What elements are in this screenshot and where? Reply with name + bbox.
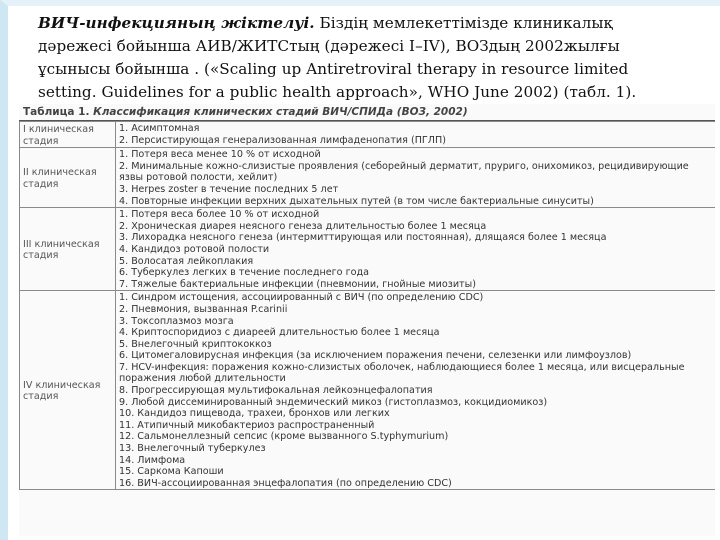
list-item: 13. Внелегочный туберкулез xyxy=(119,443,266,455)
list-item: 2. Пневмония, вызванная P.carinii xyxy=(119,303,288,315)
list-item: 5. Внелегочный криптококкоз xyxy=(119,338,272,350)
list-item: 12. Сальмонеллезный сепсис (кроме вызванного S.typhymurium) xyxy=(119,431,449,443)
stage-cell: I клиническая стадия xyxy=(20,122,116,148)
list-item: 6. Туберкулез легких в течение последнего года xyxy=(119,267,370,279)
classification-table xyxy=(19,121,715,490)
items-cell xyxy=(116,291,716,490)
list-item: 7. Тяжелые бактериальные инфекции (пневмонии, гнойные миозиты) xyxy=(119,278,476,290)
list-item: 1. Потеря веса более 10 % от исходной xyxy=(119,209,320,221)
items-cell xyxy=(116,208,716,291)
list-item: 5. Волосатая лейкоплакия xyxy=(119,255,254,267)
list-item: 3. Лихорадка неясного генеза (интермиттирующая или постоянная), длящаяся более 1 месяца xyxy=(119,232,607,244)
stage-cell: II клиническая стадия xyxy=(20,148,116,208)
list-item: 3. Токсоплазмоз мозга xyxy=(119,315,234,327)
table-row xyxy=(20,148,716,208)
list-item: 1. Асимптомная xyxy=(119,123,200,134)
list-item: 8. Прогрессирующая мультифокальная лейкоэнцефалопатия xyxy=(119,385,433,397)
list-item: 2. Персистирующая генерализованная лимфаденопатия (ПГЛП) xyxy=(119,134,446,146)
table-caption xyxy=(19,104,715,121)
items-cell xyxy=(116,148,716,208)
list-item: 1. Потеря веса менее 10 % от исходной xyxy=(119,149,321,161)
list-item: 9. Любой диссеминированный эндемический микоз (гистоплазмоз, кокцидиомикоз) xyxy=(119,396,548,408)
list-item: 4. Повторные инфекции верхних дыхательных путей (в том числе бактериальные синуситы) xyxy=(119,195,594,207)
list-item: 2. Хроническая диарея неясного генеза длительностью более 1 месяца xyxy=(119,220,487,232)
list-item: 4. Кандидоз ротовой полости xyxy=(119,243,270,255)
list-item: 16. ВИЧ-ассоциированная энцефалопатия (по определению CDC) xyxy=(119,477,452,489)
table-caption-number: Таблица 1. xyxy=(23,106,90,118)
table-row xyxy=(20,291,716,490)
list-item: 15. Саркома Капоши xyxy=(119,466,224,478)
list-item: 11. Атипичный микобактериоз распространенный xyxy=(119,419,375,431)
list-item: 3. Herpes zoster в течение последних 5 лет xyxy=(119,183,339,195)
list-item: 2. Минимальные кожно-слизистые проявления (себорейный дерматит, пруриго, ониxомикоз, рецидивирующие язвы ротовой полости, хейлит) xyxy=(119,160,689,184)
stage-cell: III клиническая стадия xyxy=(20,208,116,291)
stage-cell: IV клиническая стадия xyxy=(20,291,116,490)
classification-table-image xyxy=(19,104,715,536)
list-item: 14. Лимфома xyxy=(119,454,186,466)
table-caption-text: Классификация клинических стадий ВИЧ/СПИДа (ВОЗ, 2002) xyxy=(89,106,468,118)
table-body xyxy=(20,122,716,490)
list-item: 10. Кандидоз пищевода, трахеи, бронхов или легких xyxy=(119,408,390,420)
table-row xyxy=(20,208,716,291)
items-cell xyxy=(116,122,716,148)
intro-text: Біздің мемлекеттімізде клиникалық дәрежесі бойынша АИВ/ЖИТСтың (дәрежесі I–IV), ВОЗдың 2002жылғы ұсынысы бойынша . («Scaling up Antiretroviral therapy in resource limited setting. Guidelines for a public health approach», WHO June 2002) (табл. 1). xyxy=(38,14,637,101)
table-row xyxy=(20,122,716,148)
list-item: 4. Криптоспоридиоз с диареей длительностью более 1 месяца xyxy=(119,327,440,339)
list-item: 7. HCV-инфекция: поражения кожно-слизистых оболочек, наблюдающиеся более 1 месяца, или висцеральные поражения любой длительности xyxy=(119,361,685,385)
intro-lead: ВИЧ-инфекцияның жіктелуі. xyxy=(38,14,315,32)
list-item: 1. Синдром истощения, ассоциированный с ВИЧ (по определению CDC) xyxy=(119,292,484,304)
intro-paragraph xyxy=(38,12,688,104)
list-item: 6. Цитомегаловирусная инфекция (за исключением поражения печени, селезенки или лимфоузлов) xyxy=(119,350,632,362)
